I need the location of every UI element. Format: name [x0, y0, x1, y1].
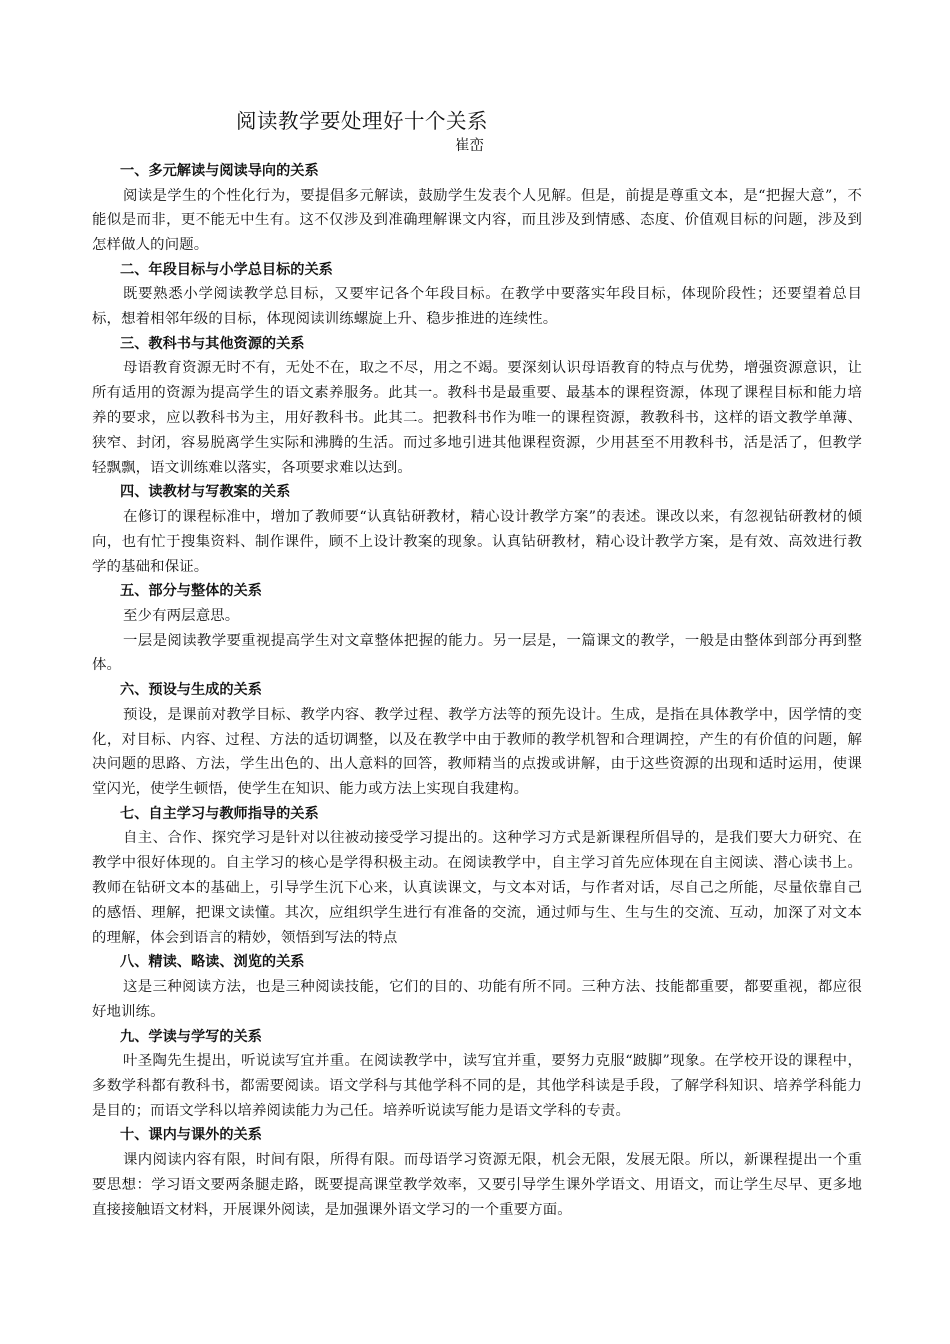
section-heading: 七、自主学习与教师指导的关系	[120, 805, 319, 822]
section-heading: 一、多元解读与阅读导向的关系	[120, 163, 319, 179]
section-paragraph: 阅读是学生的个性化行为，要提倡多元解读，鼓励学生发表个人见解。但是，前提是尊重文本，是“把握大意”，不能似是而非，更不能无中生有。这不仅涉及到准确理解课文内容，而且涉及到情感、态度、价值观目标的问题，涉及到怎样做人的问题。	[92, 187, 862, 254]
section-4	[92, 480, 862, 579]
author-name: 崔峦	[455, 138, 484, 154]
section-8	[92, 950, 862, 1024]
section-paragraph: 预设，是课前对教学目标、教学内容、教学过程、教学方法等的预先设计。生成，是指在具体教学中，因学情的变化，对目标、内容、过程、方法的适切调整，以及在教学中由于教师的教学机智和合理调控，产生的有价值的问题，解决问题的思路、方法，学生出色的、出人意料的回答，教师精当的点拨或讲解，由于这些资源的出现和适时运用，使课堂闪光，使学生顿悟，使学生在知识、能力或方法上实现自我建构。	[92, 706, 862, 798]
section-heading: 十、课内与课外的关系	[120, 1127, 262, 1144]
section-heading: 九、学读与学写的关系	[120, 1028, 262, 1045]
section-heading: 六、预设与生成的关系	[120, 682, 262, 699]
section-paragraph: 母语教育资源无时不有，无处不在，取之不尽，用之不竭。要深刻认识母语教育的特点与优势，增强资源意识，让所有适用的资源为提高学生的语文素养服务。此其一。教科书是最重要、最基本的课程资源，体现了课程目标和能力培养的要求，应以教科书为主，用好教科书。此其二。把教科书作为唯一的课程资源，教教科书，这样的语文教学单薄、狭窄、封闭，容易脱离学生实际和沸腾的生活。而过多地引进其他课程资源，少用甚至不用教科书，活是活了，但教学轻飘飘，语文训练难以落实，各项要求难以达到。	[92, 360, 862, 476]
section-3	[92, 332, 862, 480]
document-title: 阅读教学要处理好十个关系	[236, 109, 488, 133]
section-paragraph: 在修订的课程标准中，增加了教师要“认真钻研教材，精心设计教学方案”的表述。课改以来，有忽视钻研教材的倾向，也有忙于搜集资料、制作课件，顾不上设计教案的现象。认真钻研教材，精心设计教学方案，是有效、高效进行教学的基础和保证。	[92, 508, 862, 575]
section-heading: 四、读教材与写教案的关系	[120, 484, 291, 501]
section-5	[92, 579, 862, 678]
section-2	[92, 258, 862, 332]
section-heading: 二、年段目标与小学总目标的关系	[120, 261, 333, 278]
document-body	[92, 159, 862, 1222]
section-paragraph: 既要熟悉小学阅读教学总目标，又要牢记各个年段目标。在教学中要落实年段目标，体现阶段性；还要望着总目标，想着相邻年级的目标，体现阅读训练螺旋上升、稳步推进的连续性。	[92, 286, 862, 328]
section-1	[92, 159, 862, 258]
section-heading: 三、教科书与其他资源的关系	[120, 335, 305, 352]
section-6	[92, 678, 862, 802]
section-heading: 八、精读、略读、浏览的关系	[120, 954, 305, 971]
section-heading: 五、部分与整体的关系	[120, 583, 262, 600]
section-paragraph: 课内阅读内容有限，时间有限，所得有限。而母语学习资源无限，机会无限，发展无限。所以，新课程提出一个重要思想：学习语文要两条腿走路，既要提高课堂教学效率，又要引导学生课外学语文、用语文，而让学生尽早、更多地直接接触语文材料，开展课外阅读，是加强课外语文学习的一个重要方面。	[92, 1151, 862, 1218]
section-9	[92, 1025, 862, 1124]
section-paragraph: 自主、合作、探究学习是针对以往被动接受学习提出的。这种学习方式是新课程所倡导的，是我们要大力研究、在教学中很好体现的。自主学习的核心是学得积极主动。在阅读教学中，自主学习首先应体现在自主阅读、潜心读书上。教师在钻研文本的基础上，引导学生沉下心来，认真读课文，与文本对话，与作者对话，尽自己之所能，尽量依靠自己的感悟、理解，把课文读懂。其次，应组织学生进行有准备的交流，通过师与生、生与生的交流、互动，加深了对文本的理解，体会到语言的精妙，领悟到写法的特点	[92, 830, 862, 946]
section-10	[92, 1123, 862, 1222]
section-7	[92, 802, 862, 950]
section-paragraph: 叶圣陶先生提出，听说读写宜并重。在阅读教学中，读写宜并重，要努力克服“跛脚”现象。在学校开设的课程中，多数学科都有教科书，都需要阅读。语文学科与其他学科不同的是，其他学科读是手段，了解学科知识、培养学科能力是目的；而语文学科以培养阅读能力为己任。培养听说读写能力是语文学科的专责。	[92, 1053, 862, 1119]
section-paragraph: 一层是阅读教学要重视提高学生对文章整体把握的能力。另一层是，一篇课文的教学，一般是由整体到部分再到整体。	[92, 632, 862, 674]
section-paragraph: 至少有两层意思。	[123, 607, 240, 624]
section-paragraph: 这是三种阅读方法，也是三种阅读技能，它们的目的、功能有所不同。三种方法、技能都重要，都要重视，都应很好地训练。	[92, 978, 862, 1020]
